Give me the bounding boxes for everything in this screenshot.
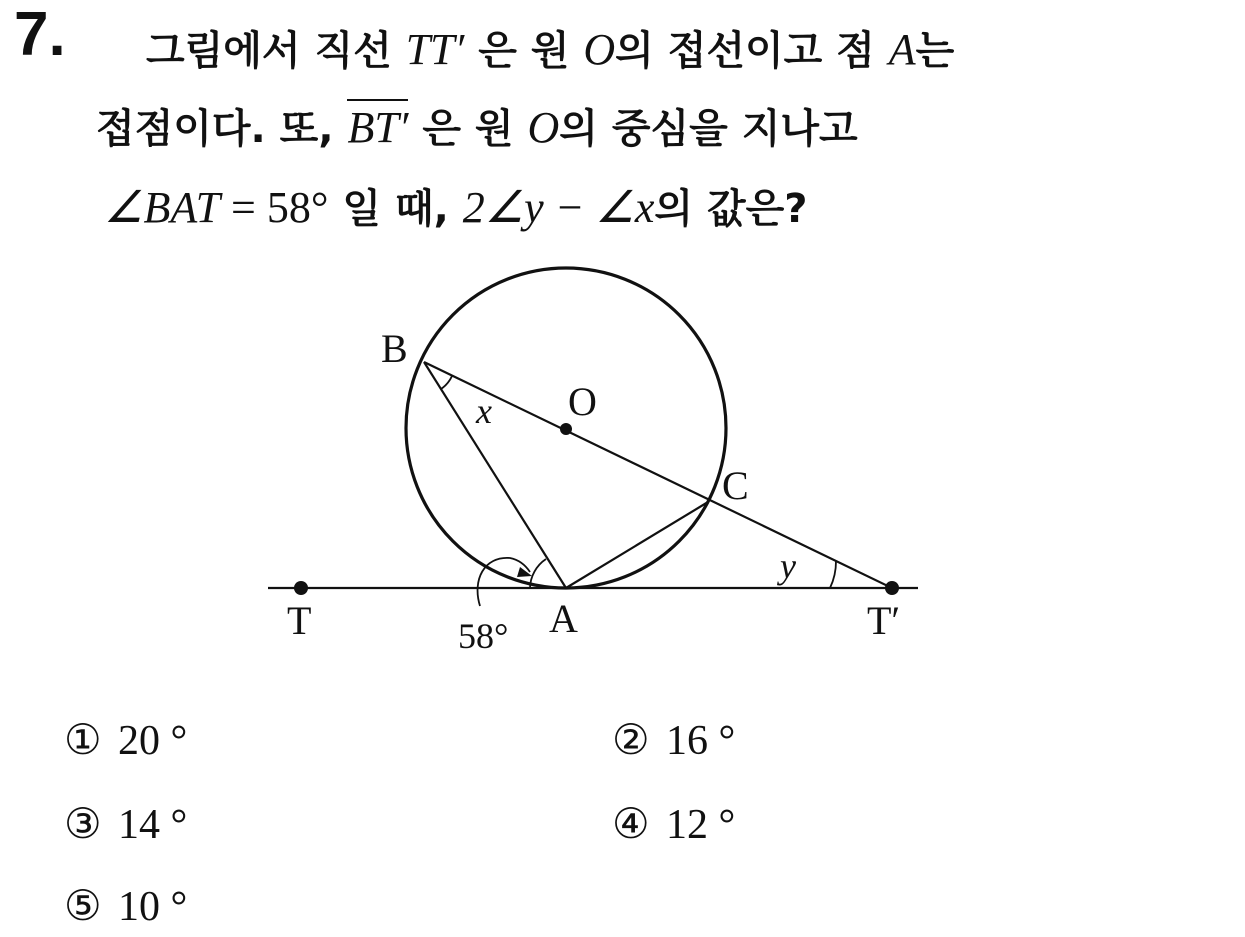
choice-marker: ①	[64, 718, 102, 764]
label-58deg: 58°	[458, 616, 509, 656]
math-58deg: = 58°	[220, 183, 329, 232]
text: 는	[915, 28, 955, 74]
math-a: A	[888, 25, 916, 74]
text: 의 값은?	[654, 186, 808, 232]
text: 은 원	[464, 28, 584, 74]
math-o: O	[583, 25, 616, 74]
choice-text: 10 °	[118, 884, 188, 930]
choice-marker: ③	[64, 802, 102, 848]
point-o	[560, 423, 572, 435]
point-t-prime	[885, 581, 899, 595]
choice-text: 16 °	[666, 718, 736, 764]
choice-marker: ⑤	[64, 884, 102, 930]
choice-text: 14 °	[118, 802, 188, 848]
chord-ac	[566, 502, 708, 588]
angle-arc-x	[441, 376, 452, 389]
text: 의 접선이고 점	[615, 28, 889, 74]
question-number: 7.	[14, 0, 66, 69]
choice-5[interactable]	[64, 886, 187, 928]
math-expression: 2∠y − ∠x	[462, 183, 655, 232]
label-a: A	[549, 596, 578, 641]
text: 일 때,	[328, 186, 463, 232]
choice-3[interactable]	[64, 804, 187, 846]
math-bt-prime: BT′	[347, 99, 408, 152]
math-o: O	[527, 103, 560, 152]
choice-marker: ④	[612, 802, 650, 848]
label-x: x	[476, 391, 492, 431]
text: 접점이다. 또,	[96, 106, 348, 152]
choice-2[interactable]	[612, 720, 735, 762]
choice-marker: ②	[612, 718, 650, 764]
choice-text: 12 °	[666, 802, 736, 848]
label-t-prime: T′	[867, 598, 901, 643]
text: 의 중심을 지나고	[559, 106, 858, 152]
math-tt-prime: TT′	[405, 25, 465, 74]
angle-arc-y	[830, 561, 836, 588]
choice-4[interactable]	[612, 804, 735, 846]
text: 그림에서 직선	[146, 28, 406, 74]
text: 은 원	[408, 106, 528, 152]
math-angle-bat: ∠BAT	[104, 183, 221, 232]
label-c: C	[722, 463, 749, 508]
point-t	[294, 581, 308, 595]
label-b: B	[381, 326, 408, 371]
choice-text: 20 °	[118, 718, 188, 764]
label-y: y	[780, 546, 796, 586]
label-o: O	[568, 379, 597, 424]
choice-1[interactable]	[64, 720, 187, 762]
label-t: T	[287, 598, 312, 643]
